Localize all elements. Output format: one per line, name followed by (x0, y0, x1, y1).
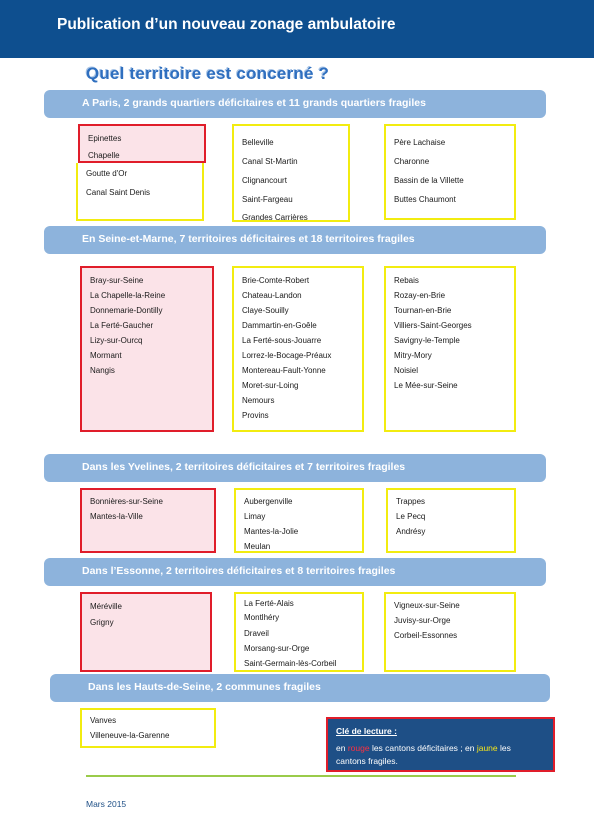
paris-deficit-box (78, 124, 206, 163)
legend-box (326, 717, 555, 772)
list-item: Bassin de la Villette (394, 176, 464, 185)
list-item: Père Lachaise (394, 138, 446, 147)
essonne-deficit-box (80, 592, 212, 672)
legend-red-word: rouge (347, 743, 370, 753)
list-item: Limay (244, 512, 266, 521)
list-item: Mantes-la-Ville (90, 512, 143, 521)
list-item: Mitry-Mory (394, 351, 432, 360)
list-item: Noisiel (394, 366, 419, 375)
list-item: Moret-sur-Loing (242, 381, 299, 390)
list-item: La Ferté-Alais (244, 599, 294, 608)
list-item: Belleville (242, 138, 274, 147)
list-item: Saint-Germain-lès-Corbeil (244, 659, 337, 668)
list-item: Montereau-Fault-Yonne (242, 366, 326, 375)
legend-title: Clé de lecture : (336, 726, 397, 736)
divider-line (86, 775, 516, 777)
list-item: Bonnières-sur-Seine (90, 497, 163, 506)
list-item: La Ferté-sous-Jouarre (242, 336, 322, 345)
list-item: Bray-sur-Seine (90, 276, 144, 285)
section-heading-hauts-de-seine: Dans les Hauts-de-Seine, 2 communes fragiles (88, 681, 321, 693)
legend-line-2: cantons fragiles. (336, 756, 398, 766)
list-item: Villeneuve-la-Garenne (90, 731, 170, 740)
seine-et-marne-fragile-box-mid (232, 266, 364, 432)
list-item: Draveil (244, 629, 269, 638)
paris-fragile-box-left (76, 163, 204, 221)
main-title: Quel territoire est concerné ? (86, 64, 330, 83)
list-item: Lizy-sur-Ourcq (90, 336, 143, 345)
section-heading-essonne: Dans l’Essonne, 2 territoires déficitaires et 8 territoires fragiles (82, 565, 396, 577)
section-band-seine-et-marne (44, 226, 546, 254)
list-item: Savigny-le-Temple (394, 336, 460, 345)
essonne-fragile-box-right (384, 592, 516, 672)
list-item: Trappes (396, 497, 426, 506)
list-item: La Chapelle-la-Reine (90, 291, 166, 300)
list-item: Claye-Souilly (242, 306, 289, 315)
list-item: Tournan-en-Brie (394, 306, 452, 315)
list-item: Brie-Comte-Robert (242, 276, 310, 285)
yvelines-fragile-box-right (386, 488, 516, 553)
section-heading-yvelines: Dans les Yvelines, 2 territoires déficitaires et 7 territoires fragiles (82, 461, 406, 473)
legend-text: en (336, 743, 348, 753)
section-heading-seine-et-marne: En Seine-et-Marne, 7 territoires déficitaires et 18 territoires fragiles (82, 233, 415, 245)
list-item: Nemours (242, 396, 275, 405)
list-item: Juvisy-sur-Orge (394, 616, 451, 625)
list-item: Canal St-Martin (242, 157, 298, 166)
essonne-fragile-box-mid (234, 592, 364, 672)
list-item: Nangis (90, 366, 115, 375)
list-item: Mormant (90, 351, 122, 360)
section-heading-paris: A Paris, 2 grands quartiers déficitaires et 11 grands quartiers fragiles (82, 97, 426, 109)
list-item: Le Pecq (396, 512, 426, 521)
yvelines-deficit-box (80, 488, 216, 553)
list-item: Rebais (394, 276, 419, 285)
section-band-paris (44, 90, 546, 118)
list-item: Rozay-en-Brie (394, 291, 446, 300)
paris-fragile-box-mid (232, 124, 350, 222)
list-item: Grigny (90, 618, 114, 627)
list-item: Meulan (244, 542, 271, 551)
list-item: Chateau-Landon (242, 291, 302, 300)
list-item: Goutte d'Or (86, 169, 128, 178)
list-item: Dammartin-en-Goêle (242, 321, 317, 330)
legend-yellow-word: jaune (476, 743, 498, 753)
footer-date: Mars 2015 (86, 799, 127, 809)
seine-et-marne-deficit-box (80, 266, 214, 432)
list-item: Montlhéry (244, 613, 280, 622)
section-band-essonne (44, 558, 546, 586)
list-item: Le Mée-sur-Seine (394, 381, 458, 390)
list-item: Vanves (90, 716, 117, 725)
list-item: Villiers-Saint-Georges (394, 321, 472, 330)
list-item: Buttes Chaumont (394, 195, 456, 204)
page-header (0, 0, 594, 58)
list-item: Canal Saint Denis (86, 188, 151, 197)
list-item: Donnemarie-Dontilly (90, 306, 163, 315)
header-title: Publication d’un nouveau zonage ambulatoire (57, 16, 396, 33)
list-item: Aubergenville (244, 497, 293, 506)
list-item: Corbeil-Essonnes (394, 631, 458, 640)
seine-et-marne-fragile-box-right (384, 266, 516, 432)
list-item: Grandes Carrières (242, 213, 308, 222)
list-item: Charonne (394, 157, 430, 166)
legend-text: les cantons déficitaires ; en (369, 743, 477, 753)
list-item: Mantes-la-Jolie (244, 527, 299, 536)
list-item: Méréville (90, 602, 123, 611)
list-item: Provins (242, 411, 269, 420)
paris-fragile-box-right (384, 124, 516, 220)
list-item: Saint-Fargeau (242, 195, 293, 204)
list-item: Lorrez-le-Bocage-Préaux (242, 351, 332, 360)
list-item: Vigneux-sur-Seine (394, 601, 460, 610)
list-item: Morsang-sur-Orge (244, 644, 310, 653)
list-item: Chapelle (88, 151, 120, 160)
legend-text: les (497, 743, 511, 753)
section-band-hauts-de-seine (50, 674, 550, 702)
list-item: Epinettes (88, 134, 122, 143)
list-item: Clignancourt (242, 176, 287, 185)
legend-line-1 (336, 743, 511, 753)
section-band-yvelines (44, 454, 546, 482)
yvelines-fragile-box-mid (234, 488, 364, 553)
hauts-de-seine-fragile-box (80, 708, 216, 748)
list-item: Andrésy (396, 527, 426, 536)
list-item: La Ferté-Gaucher (90, 321, 154, 330)
